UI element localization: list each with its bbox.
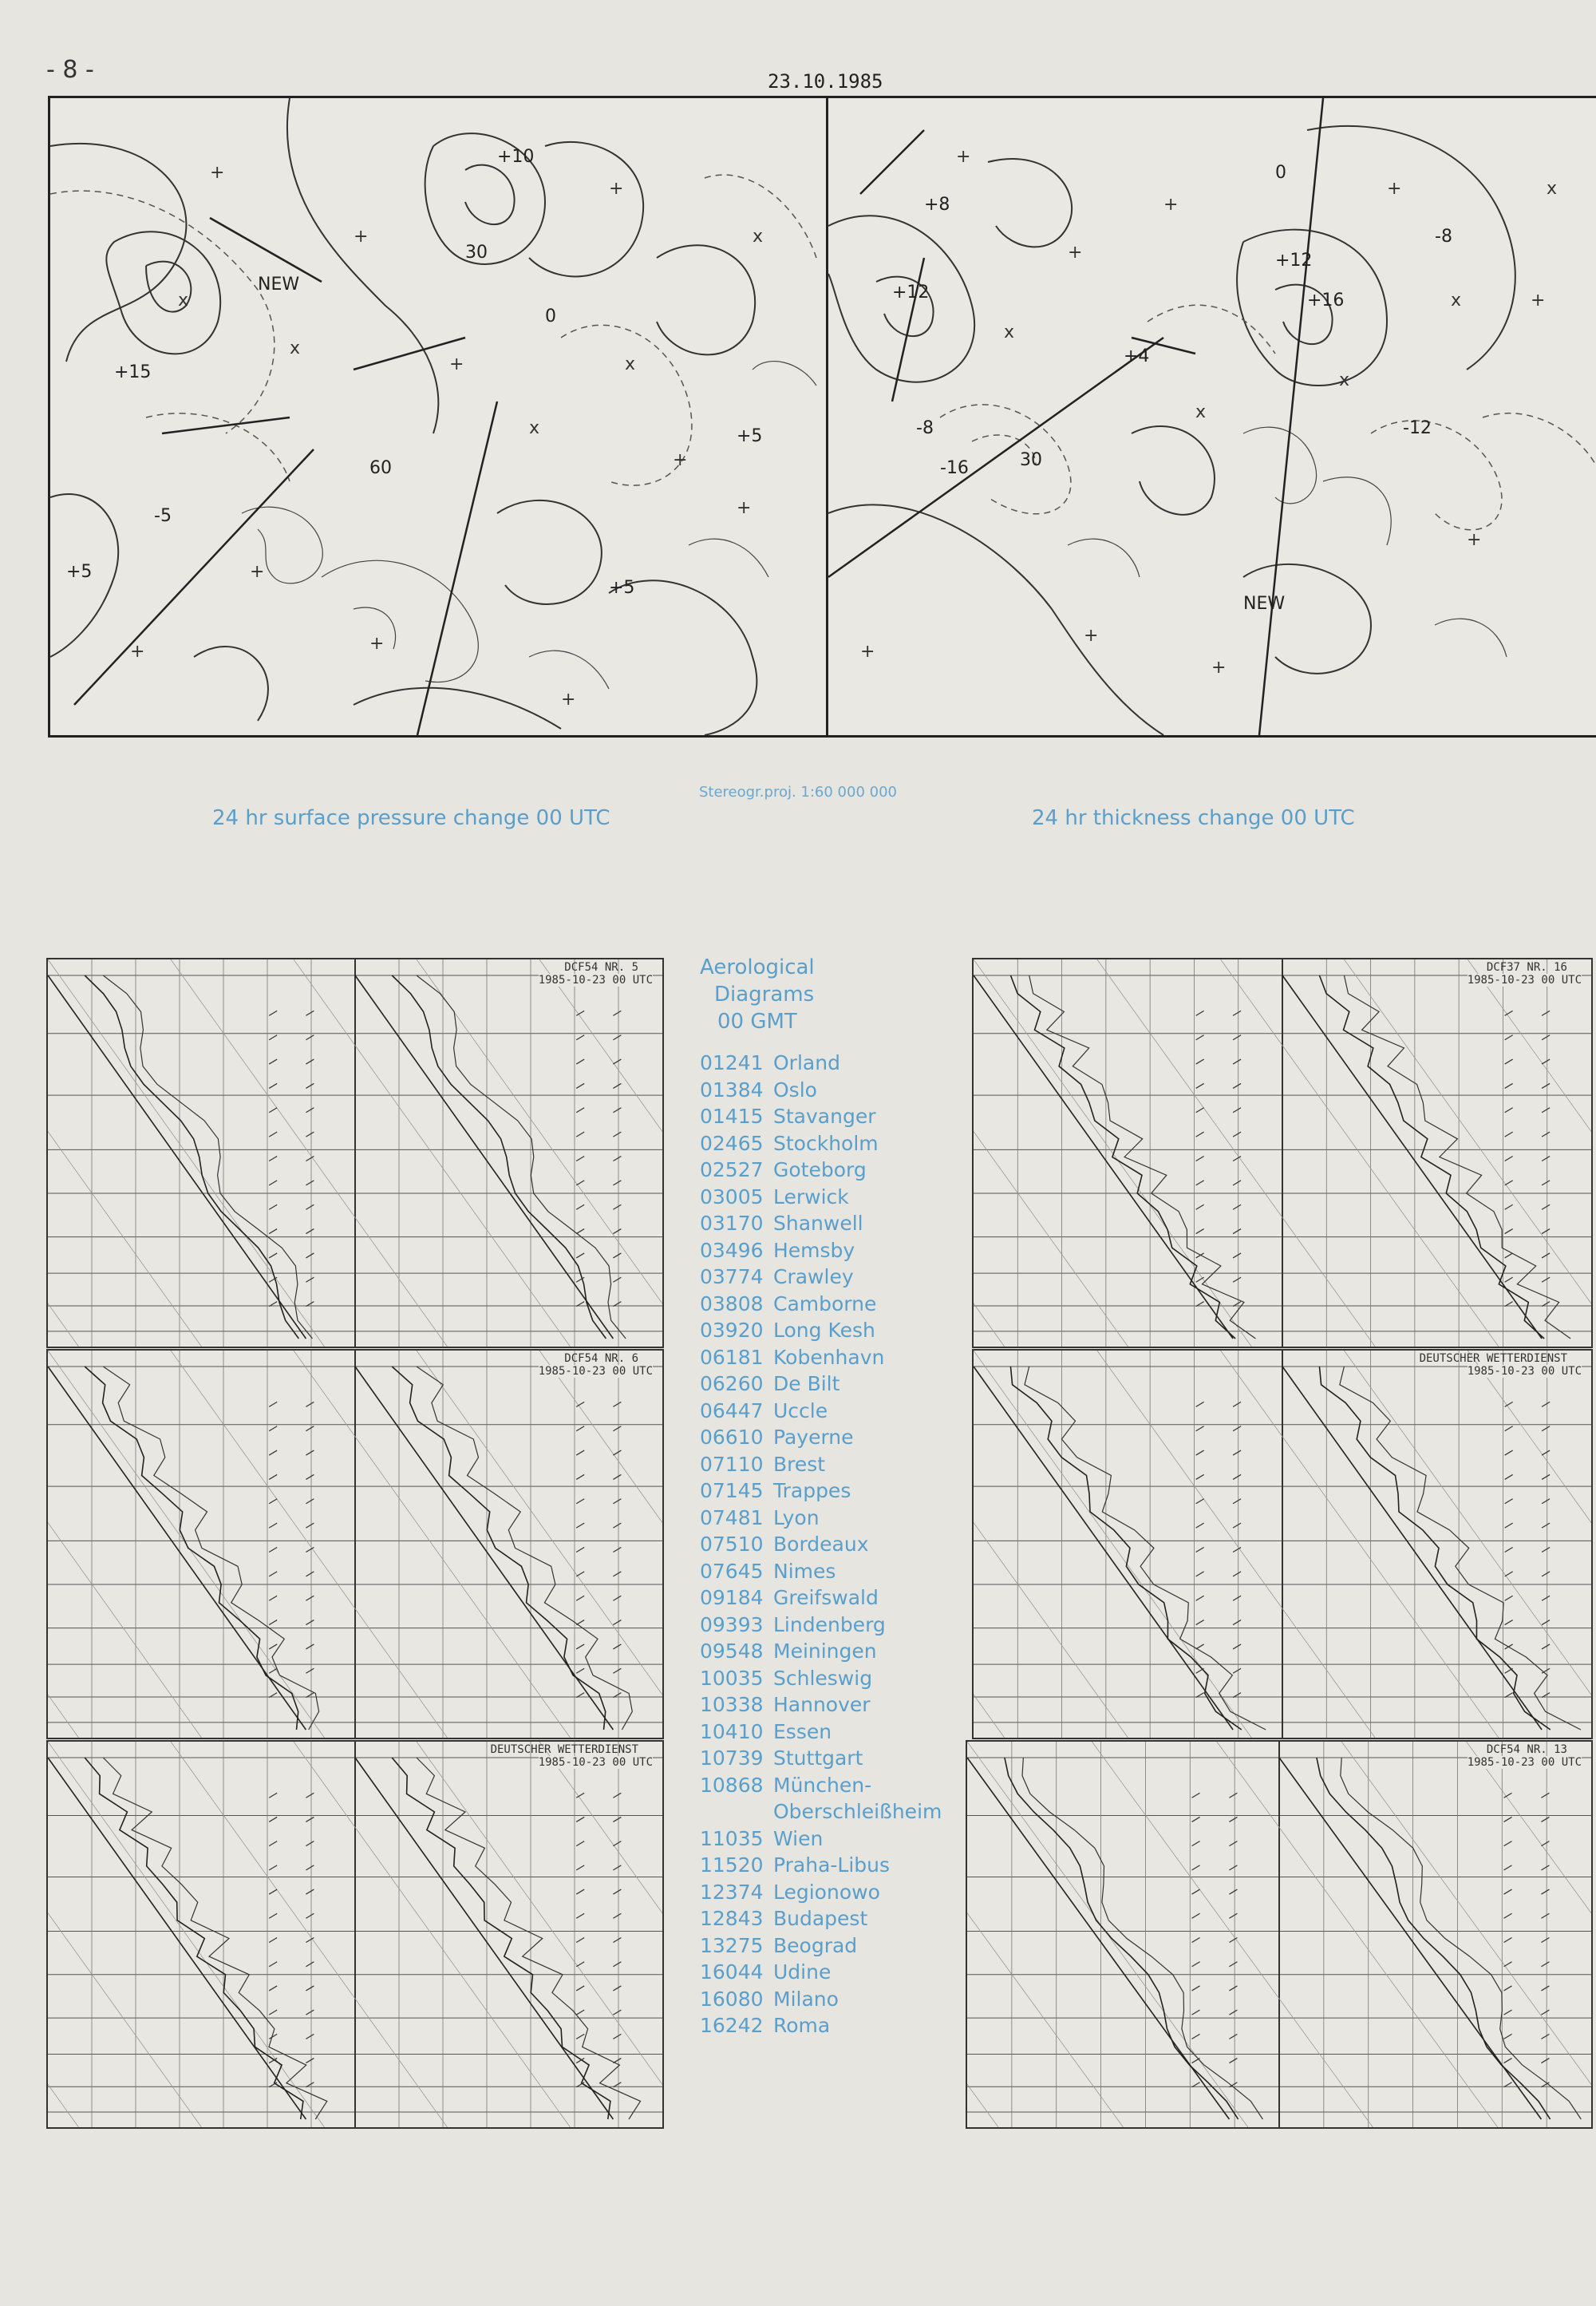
- station-row: [700, 1772, 963, 1825]
- legend-title-line2: Diagrams: [714, 983, 815, 1007]
- station-name: Legionowo: [773, 1880, 880, 1904]
- station-name: Stuttgart: [773, 1746, 863, 1770]
- svg-text:-12: -12: [1403, 418, 1432, 438]
- station-code: 03774: [700, 1265, 764, 1288]
- svg-text:x: x: [1339, 370, 1350, 390]
- svg-text:+4: +4: [1124, 346, 1150, 366]
- svg-text:+: +: [210, 163, 225, 183]
- station-name: Greifswald: [773, 1586, 879, 1609]
- station-row: [700, 1050, 963, 1077]
- station-code: 02465: [700, 1131, 764, 1155]
- svg-text:0: 0: [1275, 163, 1286, 183]
- aerological-diagram: [966, 1740, 1593, 2129]
- station-code: 06181: [700, 1345, 764, 1369]
- station-code: 16080: [700, 1987, 764, 2011]
- svg-text:+: +: [250, 562, 265, 582]
- svg-text:x: x: [1547, 179, 1558, 199]
- station-row: [700, 1905, 963, 1932]
- aerological-diagram: [972, 958, 1593, 1348]
- svg-text:+12: +12: [1275, 251, 1313, 271]
- svg-text:+: +: [561, 690, 576, 710]
- station-code: 06447: [700, 1398, 764, 1422]
- station-row: [700, 1210, 963, 1237]
- svg-text:x: x: [178, 291, 189, 310]
- station-name: Roma: [773, 2014, 831, 2037]
- svg-text:+: +: [354, 227, 369, 247]
- svg-text:NEW: NEW: [258, 275, 300, 295]
- svg-text:0: 0: [545, 307, 556, 326]
- svg-text:NEW: NEW: [1243, 594, 1286, 614]
- station-row: [700, 1291, 963, 1318]
- station-row: [700, 1719, 963, 1746]
- station-code: 13275: [700, 1933, 764, 1957]
- svg-text:+: +: [1531, 291, 1546, 310]
- station-row: [700, 1879, 963, 1906]
- diagram-date: 1985-10-23 00 UTC: [538, 1756, 653, 1769]
- svg-text:+: +: [1467, 530, 1482, 550]
- diagram-date: 1985-10-23 00 UTC: [538, 1365, 653, 1378]
- station-code: 10868: [700, 1773, 764, 1797]
- station-name: Udine: [773, 1960, 832, 1984]
- station-name: Kobenhavn: [773, 1345, 885, 1369]
- station-row: [700, 1157, 963, 1184]
- diagram-grid: [974, 959, 1591, 1347]
- svg-text:+: +: [449, 354, 464, 374]
- station-code: 16044: [700, 1960, 764, 1984]
- station-name: Payerne: [773, 1426, 854, 1449]
- station-code: 02527: [700, 1158, 764, 1181]
- station-legend: [700, 954, 963, 2039]
- svg-text:x: x: [625, 354, 636, 374]
- station-code: 10338: [700, 1693, 764, 1716]
- station-name: Camborne: [773, 1291, 877, 1315]
- station-name: Brest: [773, 1452, 826, 1476]
- svg-text:-8: -8: [1435, 227, 1452, 247]
- station-name: Trappes: [773, 1479, 851, 1502]
- station-row: [700, 1665, 963, 1692]
- aerological-diagram: [46, 958, 664, 1348]
- surface-pressure-caption: 24 hr surface pressure change 00 UTC: [212, 806, 610, 830]
- diagram-date: 1985-10-23 00 UTC: [538, 974, 653, 987]
- station-name: München-Oberschleißheim: [773, 1773, 942, 1823]
- svg-text:+5: +5: [737, 426, 763, 446]
- station-row: [700, 2012, 963, 2039]
- station-name: Bordeaux: [773, 1533, 869, 1556]
- svg-text:+: +: [609, 179, 624, 199]
- station-code: 07645: [700, 1559, 764, 1583]
- legend-title: [700, 954, 963, 1035]
- svg-text:+: +: [1068, 243, 1083, 263]
- svg-text:+15: +15: [114, 362, 152, 382]
- station-code: 16242: [700, 2014, 764, 2037]
- station-row: [700, 1371, 963, 1398]
- svg-text:x: x: [290, 338, 301, 358]
- legend-title-line1: Aerological: [700, 955, 815, 979]
- station-name: Schleswig: [773, 1666, 873, 1690]
- station-code: 03005: [700, 1185, 764, 1208]
- station-name: Beograd: [773, 1933, 858, 1957]
- station-row: [700, 1237, 963, 1264]
- station-row: [700, 1584, 963, 1612]
- station-row: [700, 1932, 963, 1960]
- diagram-grid: [967, 1742, 1591, 2127]
- svg-text:-16: -16: [940, 458, 969, 478]
- station-name: Essen: [773, 1719, 832, 1743]
- station-code: 10035: [700, 1666, 764, 1690]
- projection-note: Stereogr.proj. 1:60 000 000: [698, 784, 897, 801]
- station-name: Praha-Libus: [773, 1853, 891, 1877]
- diagram-date: 1985-10-23 00 UTC: [1467, 1756, 1582, 1769]
- diagram-grid: [48, 959, 662, 1347]
- station-row: [700, 1184, 963, 1211]
- station-row: [700, 1130, 963, 1157]
- station-name: Budapest: [773, 1907, 868, 1930]
- station-row: [700, 1477, 963, 1505]
- diagram-header: DEUTSCHER WETTERDIENST: [490, 1743, 638, 1756]
- station-name: Stavanger: [773, 1105, 876, 1128]
- station-code: 11035: [700, 1826, 764, 1850]
- page-date: 23.10.1985: [768, 70, 883, 93]
- station-code: 03920: [700, 1319, 764, 1342]
- station-row: [700, 1344, 963, 1371]
- svg-text:+8: +8: [924, 195, 950, 215]
- station-row: [700, 1398, 963, 1425]
- svg-text:-8: -8: [916, 418, 934, 438]
- station-code: 07510: [700, 1533, 764, 1556]
- diagram-grid: [48, 1742, 662, 2127]
- station-code: 01241: [700, 1051, 764, 1074]
- station-name: Oslo: [773, 1078, 817, 1102]
- station-row: [700, 1077, 963, 1104]
- diagram-grid: [974, 1351, 1591, 1738]
- station-name: Lerwick: [773, 1185, 849, 1208]
- station-row: [700, 1825, 963, 1853]
- station-name: Long Kesh: [773, 1319, 875, 1342]
- station-name: Crawley: [773, 1265, 854, 1288]
- station-code: 03170: [700, 1212, 764, 1235]
- svg-text:x: x: [753, 227, 764, 247]
- station-code: 10739: [700, 1746, 764, 1770]
- station-code: 09548: [700, 1640, 764, 1663]
- diagram-grid: [48, 1351, 662, 1738]
- thickness-caption: 24 hr thickness change 00 UTC: [1032, 806, 1355, 830]
- diagram-header: DCF54 NR. 13: [1486, 1743, 1567, 1756]
- station-name: Shanwell: [773, 1212, 863, 1235]
- station-row: [700, 1745, 963, 1772]
- legend-title-line3: 00 GMT: [717, 1010, 797, 1034]
- station-row: [700, 1691, 963, 1719]
- svg-text:+5: +5: [609, 578, 635, 598]
- station-row: [700, 1986, 963, 2013]
- station-code: 07110: [700, 1452, 764, 1476]
- thickness-map-drawing: [828, 98, 1596, 735]
- station-row: [700, 1612, 963, 1639]
- station-row: [700, 1531, 963, 1558]
- station-code: 09184: [700, 1586, 764, 1609]
- thickness-change-map: [826, 96, 1596, 738]
- svg-text:+12: +12: [892, 283, 930, 303]
- station-code: 01415: [700, 1105, 764, 1128]
- station-row: [700, 1959, 963, 1986]
- station-list: [700, 1050, 963, 2039]
- station-name: Nimes: [773, 1559, 836, 1583]
- station-name: Hannover: [773, 1693, 871, 1716]
- station-name: Orland: [773, 1051, 840, 1074]
- svg-text:+: +: [737, 498, 752, 518]
- aerological-diagram: [46, 1740, 664, 2129]
- station-code: 03808: [700, 1291, 764, 1315]
- station-name: Hemsby: [773, 1238, 855, 1262]
- station-name: Stockholm: [773, 1131, 879, 1155]
- svg-text:30: 30: [1020, 450, 1042, 470]
- station-code: 10410: [700, 1719, 764, 1743]
- station-name: Uccle: [773, 1398, 828, 1422]
- station-code: 06610: [700, 1426, 764, 1449]
- svg-text:+: +: [1211, 658, 1227, 678]
- svg-text:+: +: [1387, 179, 1402, 199]
- station-code: 12843: [700, 1907, 764, 1930]
- diagram-date: 1985-10-23 00 UTC: [1467, 1365, 1582, 1378]
- station-code: 11520: [700, 1853, 764, 1877]
- station-code: 09393: [700, 1612, 764, 1636]
- svg-text:+: +: [860, 642, 875, 662]
- svg-text:x: x: [529, 418, 540, 438]
- station-code: 07481: [700, 1505, 764, 1529]
- station-row: [700, 1317, 963, 1344]
- station-row: [700, 1852, 963, 1879]
- svg-text:60: 60: [369, 458, 392, 478]
- station-code: 06260: [700, 1372, 764, 1395]
- page-number: - 8 -: [46, 56, 94, 84]
- aerological-diagram: [972, 1349, 1593, 1739]
- station-name: Wien: [773, 1826, 824, 1850]
- aerological-diagram: [46, 1349, 664, 1739]
- station-row: [700, 1558, 963, 1585]
- station-code: 12374: [700, 1880, 764, 1904]
- svg-text:-5: -5: [154, 506, 172, 526]
- svg-text:+5: +5: [66, 562, 93, 582]
- station-code: 07145: [700, 1479, 764, 1502]
- station-name: De Bilt: [773, 1372, 840, 1395]
- svg-text:+10: +10: [497, 147, 535, 167]
- station-row: [700, 1424, 963, 1451]
- svg-text:x: x: [1451, 291, 1462, 310]
- surface-pressure-change-map: [48, 96, 828, 738]
- surface-pressure-map-drawing: [50, 98, 826, 735]
- svg-text:x: x: [1004, 322, 1015, 342]
- svg-text:+: +: [369, 634, 385, 654]
- station-name: Lindenberg: [773, 1612, 886, 1636]
- station-name: Lyon: [773, 1505, 820, 1529]
- svg-text:30: 30: [465, 243, 488, 263]
- station-name: Milano: [773, 1987, 839, 2011]
- diagram-date: 1985-10-23 00 UTC: [1467, 974, 1582, 987]
- station-row: [700, 1451, 963, 1478]
- station-row: [700, 1638, 963, 1665]
- station-row: [700, 1264, 963, 1291]
- diagram-header: DCF37 NR. 16: [1486, 961, 1567, 974]
- svg-text:+: +: [673, 450, 688, 470]
- svg-text:+: +: [956, 147, 971, 167]
- diagram-header: DCF54 NR. 5: [564, 961, 638, 974]
- diagram-header: DEUTSCHER WETTERDIENST: [1419, 1352, 1567, 1365]
- svg-text:x: x: [1195, 402, 1207, 422]
- station-name: Meiningen: [773, 1640, 877, 1663]
- svg-text:+: +: [1163, 195, 1179, 215]
- station-code: 01384: [700, 1078, 764, 1102]
- svg-text:+: +: [1084, 626, 1099, 646]
- diagram-header: DCF54 NR. 6: [564, 1352, 638, 1365]
- station-row: [700, 1505, 963, 1532]
- station-name: Goteborg: [773, 1158, 867, 1181]
- svg-text:+: +: [130, 642, 145, 662]
- station-row: [700, 1103, 963, 1130]
- svg-text:+16: +16: [1307, 291, 1345, 310]
- station-code: 03496: [700, 1238, 764, 1262]
